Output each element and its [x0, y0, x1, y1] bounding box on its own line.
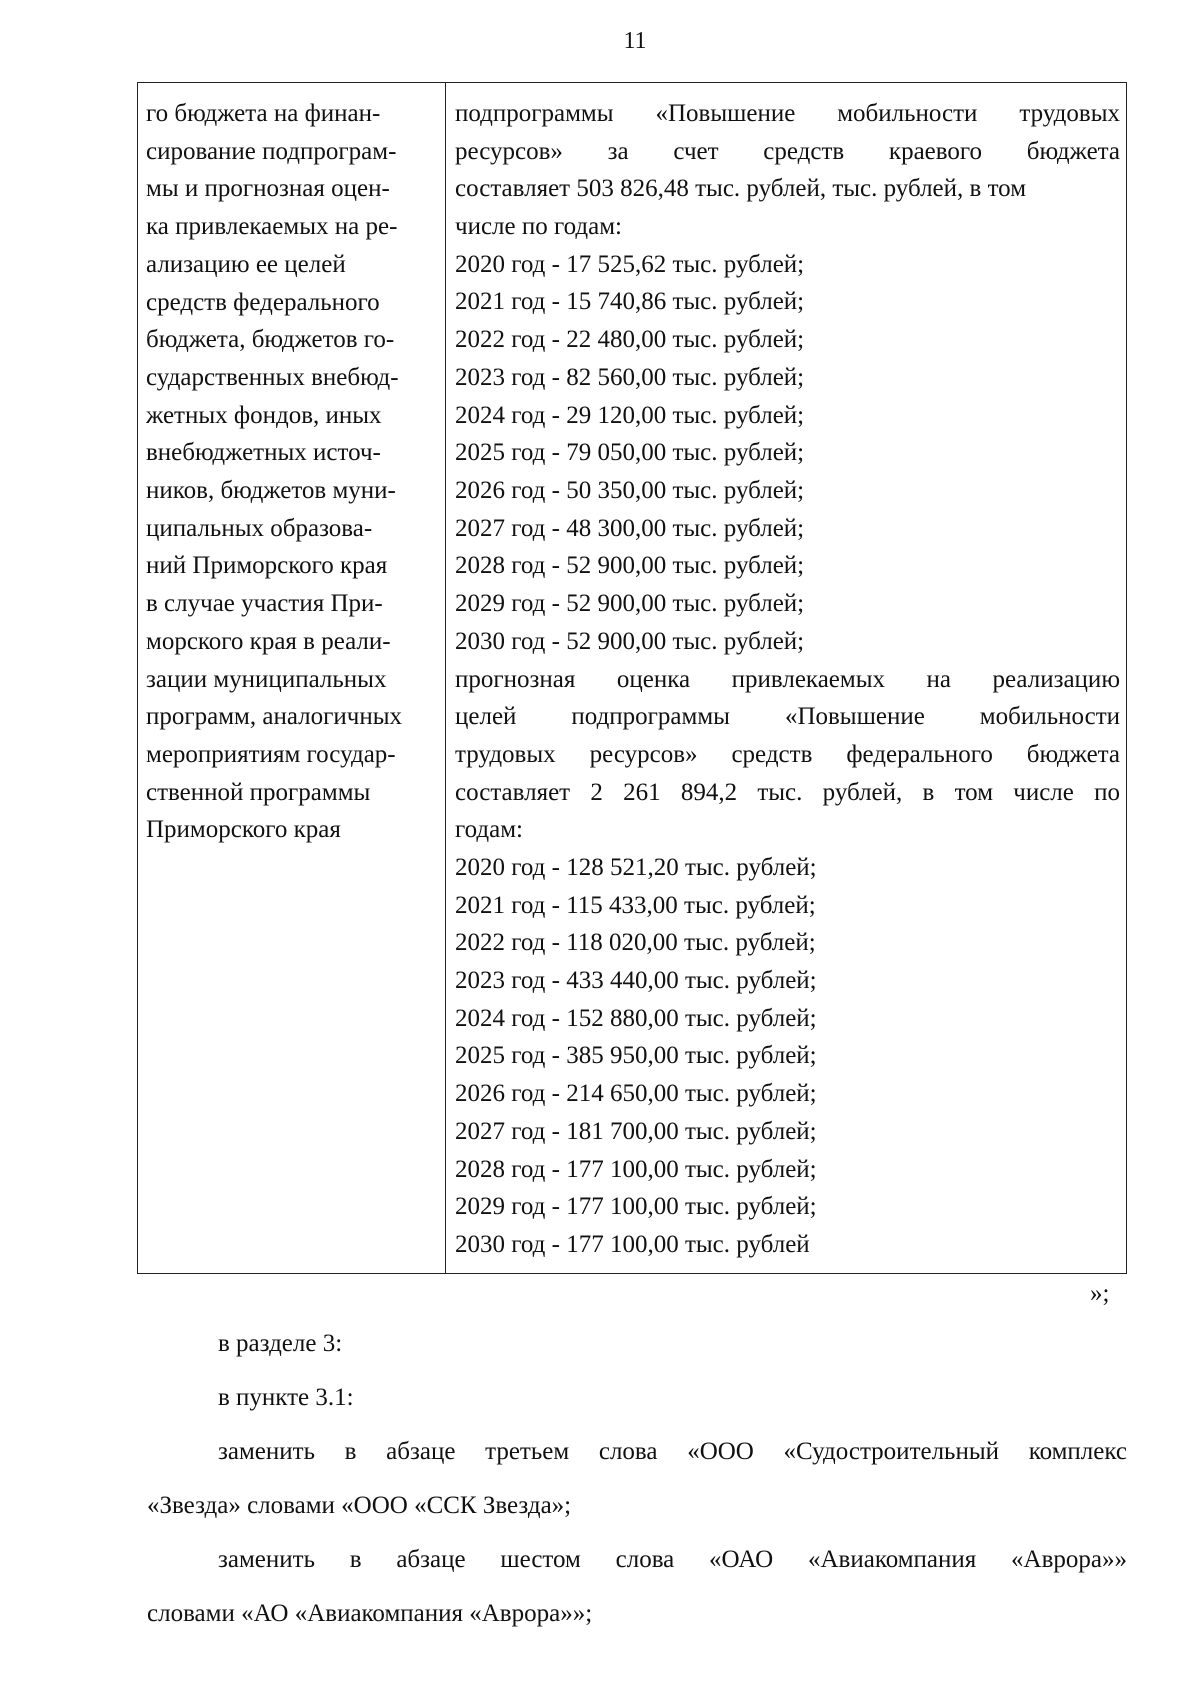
right-line: 2026 год - 214 650,00 тыс. рублей;	[455, 1080, 817, 1108]
left-line: зации муниципальных	[146, 665, 387, 693]
left-line: Приморского края	[146, 816, 341, 844]
right-line: составляет 2 261 894,2 тыс. рублей, в том числе по	[455, 778, 1120, 806]
paragraph-clause-3-1: в пункте 3.1:	[218, 1384, 354, 1411]
right-line: составляет 503 826,48 тыс. рублей, тыс. рублей, в том	[455, 175, 1027, 203]
right-line: 2021 год - 15 740,86 тыс. рублей;	[455, 288, 805, 316]
right-line: 2025 год - 385 950,00 тыс. рублей;	[455, 1042, 817, 1070]
page-number: 11	[623, 28, 647, 54]
right-line: 2020 год - 128 521,20 тыс. рублей;	[455, 853, 817, 881]
left-line: мероприятиям государ-	[146, 740, 396, 768]
left-line: го бюджета на финан-	[146, 100, 381, 127]
left-line: ципальных образова-	[146, 514, 373, 542]
left-line: мы и прогнозная оцен-	[146, 175, 390, 203]
left-line: сирование подпрограм-	[146, 137, 397, 165]
left-line: ний Приморского края	[146, 552, 388, 580]
right-line: прогнозная оценка привлекаемых на реализацию	[455, 665, 1120, 693]
left-line: ализацию ее целей	[146, 250, 346, 278]
table-left-column	[138, 83, 446, 1273]
paragraph-section-3: в разделе 3:	[218, 1330, 343, 1357]
right-line: 2024 год - 152 880,00 тыс. рублей;	[455, 1004, 817, 1032]
left-line: ственной программы	[146, 778, 371, 806]
right-line: 2030 год - 52 900,00 тыс. рублей;	[455, 627, 805, 655]
right-line: 2024 год - 29 120,00 тыс. рублей;	[455, 401, 805, 429]
left-line: в случае участия При-	[146, 590, 383, 618]
right-line: 2025 год - 79 050,00 тыс. рублей;	[455, 439, 805, 467]
right-line: 2027 год - 48 300,00 тыс. рублей;	[455, 514, 805, 542]
right-line: годам:	[455, 816, 523, 844]
right-line: 2022 год - 22 480,00 тыс. рублей;	[455, 326, 805, 354]
left-line: жетных фондов, иных	[146, 401, 382, 429]
funding-table	[137, 82, 1127, 1274]
right-line: ресурсов» за счет средств краевого бюджета	[455, 137, 1120, 165]
right-line: 2027 год - 181 700,00 тыс. рублей;	[455, 1117, 817, 1145]
closing-quote: »;	[1090, 1280, 1110, 1307]
right-line: 2020 год - 17 525,62 тыс. рублей;	[455, 250, 805, 278]
left-line: программ, аналогичных	[146, 703, 403, 731]
right-line: 2029 год - 177 100,00 тыс. рублей;	[455, 1193, 817, 1221]
paragraph-replace-avrora-line1: заменить в абзаце шестом слова «ОАО «Авиакомпания «Аврора»»	[218, 1546, 1127, 1573]
left-line: ка привлекаемых на ре-	[146, 213, 398, 241]
right-line: 2022 год - 118 020,00 тыс. рублей;	[455, 929, 816, 957]
right-line: 2030 год - 177 100,00 тыс. рублей	[455, 1231, 810, 1258]
right-line: целей подпрограммы «Повышение мобильности	[455, 703, 1120, 731]
paragraph-replace-zvezda-line2: «Звезда» словами «ООО «ССК Звезда»;	[147, 1492, 572, 1519]
right-line: 2023 год - 82 560,00 тыс. рублей;	[455, 363, 805, 391]
left-line: сударственных внебюд-	[146, 363, 399, 391]
left-line: внебюджетных источ-	[146, 439, 381, 467]
paragraph-replace-avrora-line2: словами «АО «Авиакомпания «Аврора»»;	[147, 1600, 593, 1627]
left-line: морского края в реали-	[146, 627, 391, 655]
right-line: числе по годам:	[455, 213, 622, 241]
right-line: 2026 год - 50 350,00 тыс. рублей;	[455, 477, 805, 504]
right-line: 2028 год - 177 100,00 тыс. рублей;	[455, 1155, 817, 1183]
right-line: подпрограммы «Повышение мобильности трудовых	[455, 100, 1120, 127]
right-line: 2029 год - 52 900,00 тыс. рублей;	[455, 590, 805, 618]
paragraph-replace-zvezda-line1: заменить в абзаце третьем слова «ООО «Судостроительный комплекс	[218, 1438, 1127, 1465]
right-line: 2028 год - 52 900,00 тыс. рублей;	[455, 552, 805, 580]
left-line: средств федерального	[146, 288, 380, 316]
right-line: 2021 год - 115 433,00 тыс. рублей;	[455, 891, 816, 919]
left-line: ников, бюджетов муни-	[146, 477, 396, 505]
right-line: трудовых ресурсов» средств федерального бюджета	[455, 740, 1120, 768]
table-right-column	[446, 83, 1126, 1273]
right-line: 2023 год - 433 440,00 тыс. рублей;	[455, 967, 817, 995]
left-line: бюджета, бюджетов го-	[146, 326, 395, 354]
